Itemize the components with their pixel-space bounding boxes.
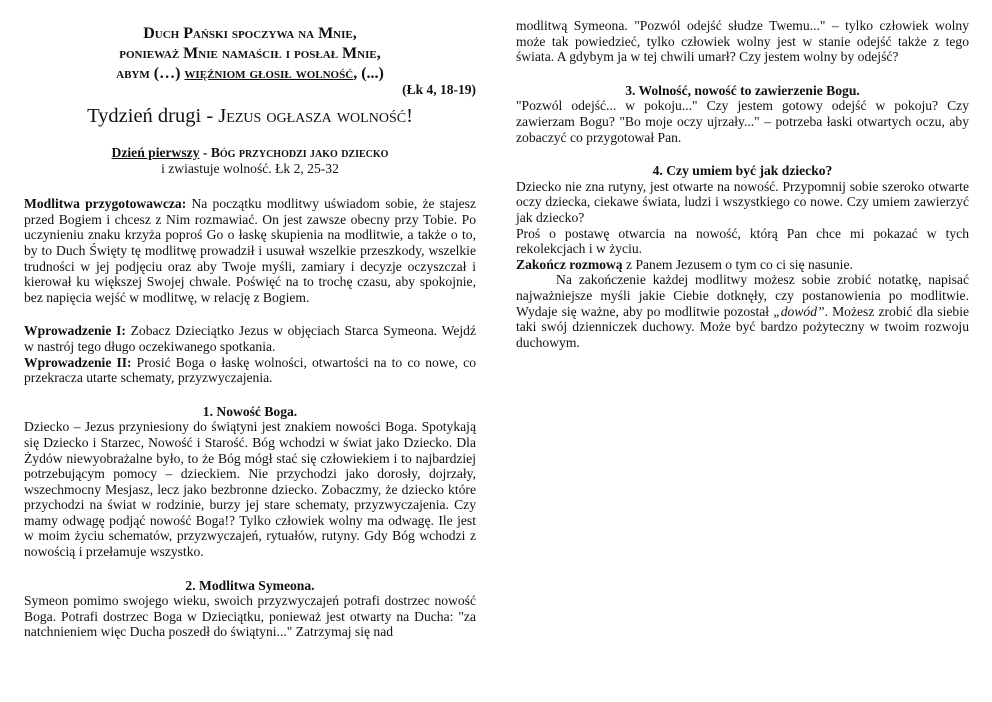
left-column <box>24 0 476 640</box>
scripture-reference: (Łk 4, 18-19) <box>402 82 476 97</box>
section-2-heading: 2. Modlitwa Symeona. <box>185 577 315 593</box>
section-3-heading: 3. Wolność, nowość to zawierzenie Bogu. <box>625 82 860 98</box>
week-smallcaps: ezus ogłasza wolność <box>226 105 407 127</box>
introduction-2 <box>24 355 476 386</box>
introduction-1-text: Zobacz Dzieciątko Jezus w objęciach Starca Symeona. Wejdź w nastrój tego długo oczekiwanego spotkania. <box>24 323 476 354</box>
section-2-continued: modlitwą Symeona. "Pozwól odejść słudze Twemu..." – tylko człowiek wolny może tak powiedzieć, tylko człowiek wolny jest w stanie odejść także z tego świata. A gdybym ja w tej chwili umarł? Czy jestem wolny by odejść? <box>516 18 969 65</box>
week-suffix: ! <box>406 105 413 127</box>
title-block <box>24 0 476 97</box>
introduction-2-label: Wprowadzenie II: <box>24 354 132 370</box>
title-line-2: ponieważ Mnie namaścił i posłał Mnie, <box>119 45 381 62</box>
section-2-text: Symeon pomimo swojego wieku, swoich przyzwyczajeń potrafi dostrzec nowość Boga. Potrafi dostrzec Boga w Dzieciątku, ponieważ jest otwarty na Ducha: "za natchnieniem więc Ducha poszedł do świątyni..." Zatrzymaj się nad <box>24 593 476 640</box>
day-separator: - <box>199 145 211 160</box>
week-prefix: Tydzień drugi - J <box>87 105 227 127</box>
preparatory-prayer <box>24 196 476 305</box>
final-note-emphasis: „dowód” <box>773 303 825 319</box>
title-line-3-end: , (...) <box>353 65 384 82</box>
title-line-3 <box>24 64 476 84</box>
day-label: Dzień pierwszy <box>111 145 200 160</box>
title-line-3-underlined: więźniom głosił wolność <box>184 65 354 82</box>
title-line-1: Duch Pański spoczywa na Mnie, <box>143 25 357 42</box>
final-note-end: . Możesz zrobić dla siebie taki swój dzienniczek duchowy. Może być bardzo pożyteczny w twoim rozwoju duchowym. <box>516 303 970 350</box>
section-3-text: "Pozwól odejść... w pokoju..." Czy jestem gotowy odejść w pokoju? Czy zawierzam Bogu? "Bo moje oczy ujrzały..." – potrzeba łaski otwartych oczu, aby zobaczyć co przygotował Pan. <box>516 98 969 145</box>
final-note-start: Na zakończenie każdej modlitwy możesz sobie zrobić notatkę, napisać najważniejsze myśli jakie Ciebie dotknęły, czy postanowienia po modlitwie. Wydaje się ważne, aby po modlitwie pozostał <box>516 272 969 319</box>
closing-text: z Panem Jezusem o tym co ci się nasunie. <box>622 256 853 272</box>
week-heading <box>24 103 476 129</box>
section-1-text: Dziecko – Jezus przyniesiony do świątyni jest znakiem nowości Boga. Spotykają się Dziecko i Starzec, Nowość i Starość. Bóg wchodzi w świat jako Dziecko. Dla Żydów niewyobrażalne było, to że Bóg mógł stać się człowiekiem i to najbardziej potrzebującym pomocy – dzieckiem. Nie przychodzi jako dorosły, dojrzały, wszechmocny Mesjasz, lecz jako bezbronne dziecko. Zobaczmy, że dziecko które przychodzi na świat w rodzinie, burzy jej stare schematy, przyzwyczajenia. Czy mamy odwagę podjąć nowość Boga!? Tylko człowiek wolny ma odwagę. Ile jest w moim życiu schematów, przyzwyczajeń, rytuałów, rutyny. Gdy Bóg wchodzi z nowością i przełamuje wszystko. <box>24 419 476 560</box>
final-note <box>516 272 969 350</box>
title-line-3-start: abym (…) <box>116 65 185 82</box>
section-4-text: Dziecko nie zna rutyny, jest otwarte na nowość. Przypomnij sobie szeroko otwarte oczy dziecka, ciekawe świata, ludzi i wszystkiego co nowe. Czy umiem zawierzyć jak dziecko? <box>516 178 969 225</box>
preparatory-prayer-label: Modlitwa przygotowawcza: <box>24 196 187 212</box>
introduction-1 <box>24 323 476 354</box>
closing-label: Zakończ rozmową <box>516 256 623 272</box>
right-column <box>516 0 969 350</box>
section-4-heading: 4. Czy umiem być jak dziecko? <box>652 163 833 179</box>
day-subtitle: i zwiastuje wolność. Łk 2, 25-32 <box>161 160 339 176</box>
introduction-1-label: Wprowadzenie I: <box>24 323 126 339</box>
section-1-heading: 1. Nowość Boga. <box>202 403 298 419</box>
day-title: Bóg przychodzi jako dziecko <box>210 145 389 160</box>
introduction-2-text: Prosić Boga o łaskę wolności, otwartości na to co nowe, co przekracza utarte schematy, przyzwyczajenia. <box>24 354 477 386</box>
preparatory-prayer-text: Na początku modlitwy uświadom sobie, że stajesz przed Bogiem i chcesz z Nim rozmawiać. On jest zawsze obecny przy Tobie. Po uczynieniu znaku krzyża poproś Go o łaskę skupienia na modlitwie, a także o to, by to Duch Święty tę modlitwę prowadził i usuwał wszelkie przeszkody, wszelkie trudności w jej podjęciu oraz aby Twoje myśli, zamiary i decyzje oczyszczał i kierował ku większej Swojej chwale. Poświęć na to trochę czasu, aby spokojnie, bez napięcia wejść w modlitwę, w relację z Bogiem. <box>24 196 477 305</box>
day-heading <box>24 145 476 161</box>
section-4-text-2: Proś o postawę otwarcia na nowość, którą Pan chce mi pokazać w tych rekolekcjach i w życiu. <box>516 225 969 257</box>
closing-conversation <box>516 257 969 273</box>
